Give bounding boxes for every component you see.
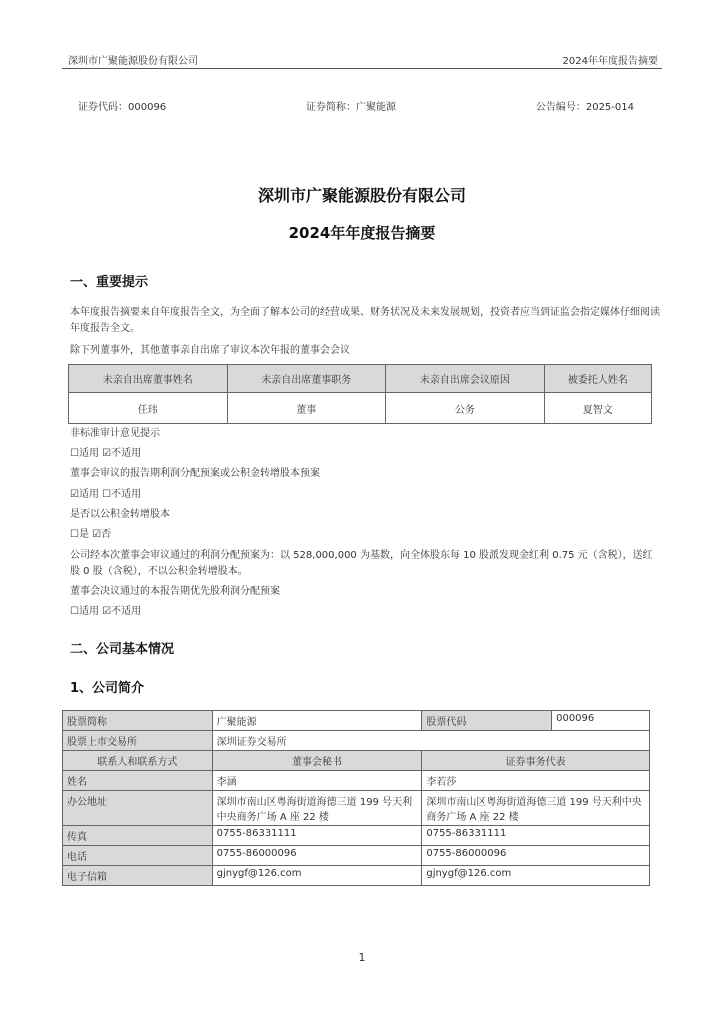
secretary-fax: 0755-86331111: [212, 826, 422, 846]
stock-abbr-value: 广聚能源: [212, 711, 422, 731]
company-profile-heading: 1、公司简介: [70, 681, 145, 696]
header-divider: [62, 68, 662, 69]
stock-abbr-label: 股票简称: [63, 711, 213, 731]
secretary-email: gjnygf@126.com: [212, 866, 422, 886]
representative-fax: 0755-86331111: [422, 826, 650, 846]
table-row: [63, 771, 650, 791]
stock-name: 证券简称：广聚能源: [306, 102, 397, 113]
representative-name: 李若莎: [422, 771, 650, 791]
profit-plan-label: 董事会审议的报告期利润分配预案或公积金转增股本预案: [70, 468, 320, 479]
stock-code-label: 股票代码: [422, 711, 552, 731]
secretary-address: 深圳市南山区粤海街道海德三道 199 号天利中央商务广场 A 座 22 楼: [212, 791, 422, 826]
header-company: 深圳市广聚能源股份有限公司: [68, 56, 198, 67]
table-header-cell: 未亲自出席董事姓名: [69, 365, 228, 393]
table-row: [63, 826, 650, 846]
table-cell: 夏智文: [544, 393, 651, 424]
table-row: [69, 393, 652, 424]
intro-paragraph: 本年度报告摘要来自年度报告全文，为全面了解本公司的经营成果、财务状况及未来发展规划，投资者应当到证监会指定媒体仔细阅读年度报告全文。: [70, 307, 660, 334]
exchange-label: 股票上市交易所: [63, 731, 213, 751]
preferred-plan-label: 董事会决议通过的本报告期优先股利润分配预案: [70, 586, 280, 597]
table-cell: 董事: [227, 393, 386, 424]
name-label: 姓名: [63, 771, 213, 791]
table-header-cell: 未亲自出席会议原因: [386, 365, 545, 393]
audit-opinion-choice: ☐适用 ☑不适用: [70, 448, 142, 459]
table-row: [63, 711, 650, 731]
representative-email: gjnygf@126.com: [422, 866, 650, 886]
stock-code-value: 000096: [552, 711, 650, 731]
absent-director-table: [68, 364, 652, 424]
fax-label: 传真: [63, 826, 213, 846]
page-header: [68, 52, 658, 67]
section2-heading: 二、公司基本情况: [70, 642, 175, 657]
preferred-plan-choice: ☐适用 ☑不适用: [70, 606, 142, 617]
profit-plan-choice: ☑适用 ☐不适用: [70, 489, 142, 500]
codes-row: [78, 98, 634, 113]
contact-label: 联系人和联系方式: [63, 751, 213, 771]
table-header-cell: 未亲自出席董事职务: [227, 365, 386, 393]
representative-label: 证券事务代表: [422, 751, 650, 771]
capital-reserve-label: 是否以公积金转增股本: [70, 509, 170, 520]
representative-address: 深圳市南山区粤海街道海德三道 199 号天利中央商务广场 A 座 22 楼: [422, 791, 650, 826]
header-doc-title: 2024年年度报告摘要: [562, 56, 658, 67]
secretary-label: 董事会秘书: [212, 751, 422, 771]
section1-heading: 一、重要提示: [70, 275, 149, 290]
audit-opinion-label: 非标准审计意见提示: [70, 428, 160, 439]
company-profile-table: [62, 710, 650, 886]
representative-phone: 0755-86000096: [422, 846, 650, 866]
doc-title-company: 深圳市广聚能源股份有限公司: [257, 186, 466, 205]
attendance-note: 除下列董事外，其他董事亲自出席了审议本次年报的董事会会议: [70, 345, 350, 356]
exchange-value: 深圳证券交易所: [212, 731, 649, 751]
table-row: [63, 731, 650, 751]
dividend-plan-text: 公司经本次董事会审议通过的利润分配预案为：以 528,000,000 为基数，向全体股东每 10 股派发现金红利 0.75 元（含税），送红股 0 股（含税），不以公积金转增股本。: [70, 550, 653, 577]
table-row: [63, 791, 650, 826]
table-header-row: [69, 365, 652, 393]
doc-title-report: 2024年年度报告摘要: [288, 224, 436, 242]
table-row: [63, 751, 650, 771]
notice-number: 公告编号：2025-014: [535, 102, 634, 113]
table-row: [63, 866, 650, 886]
secretary-name: 李涵: [212, 771, 422, 791]
table-row: [63, 846, 650, 866]
secretary-phone: 0755-86000096: [212, 846, 422, 866]
page-number: 1: [358, 951, 366, 964]
email-label: 电子信箱: [63, 866, 213, 886]
table-cell: 公务: [386, 393, 545, 424]
table-cell: 任玮: [69, 393, 228, 424]
stock-code: 证券代码：000096: [78, 102, 167, 113]
table-header-cell: 被委托人姓名: [544, 365, 651, 393]
phone-label: 电话: [63, 846, 213, 866]
address-label: 办公地址: [63, 791, 213, 826]
capital-reserve-choice: ☐是 ☑否: [70, 529, 112, 540]
